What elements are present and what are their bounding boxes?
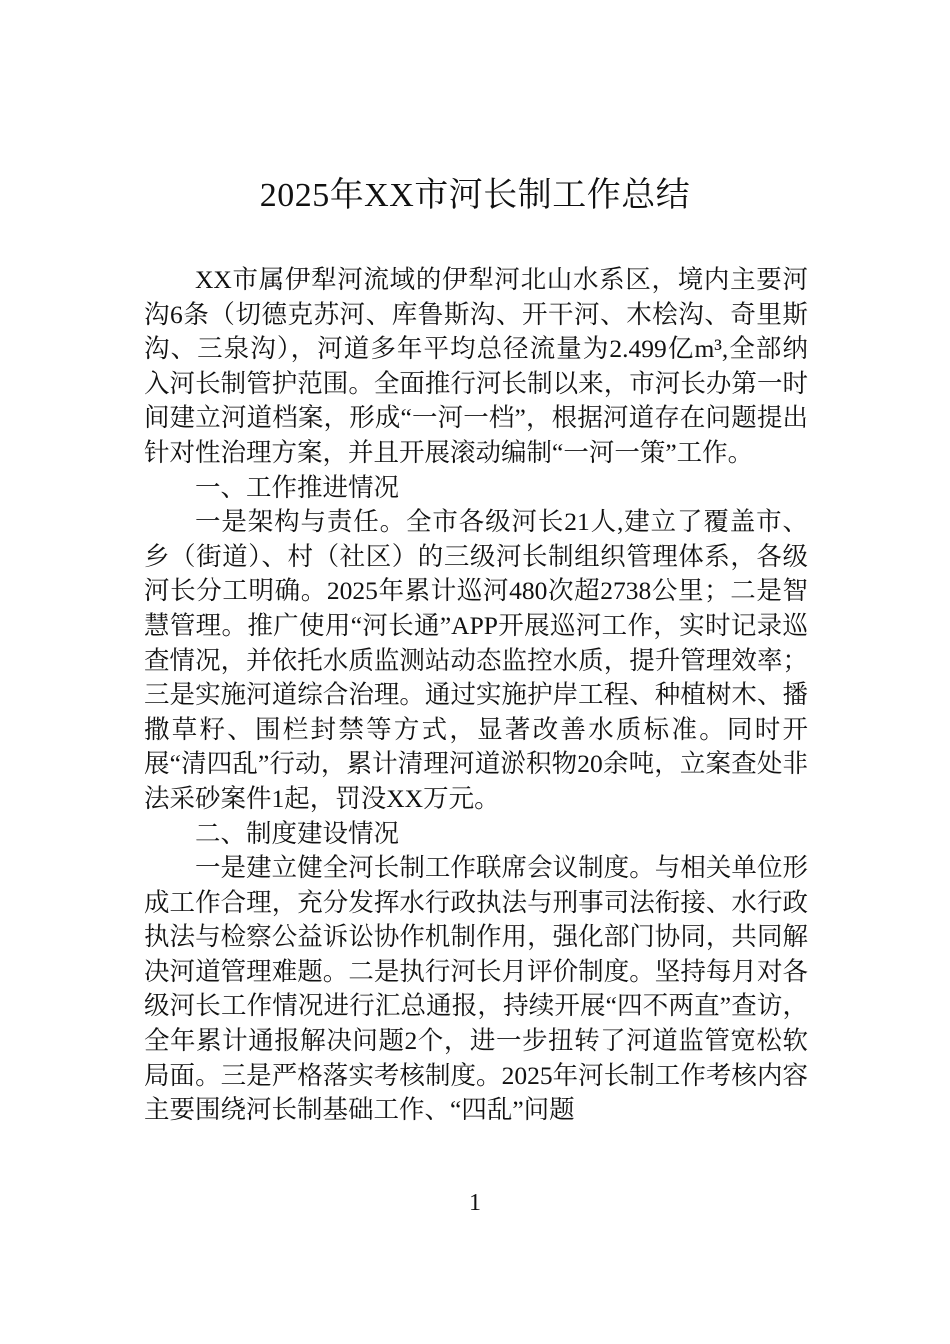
document-body — [144, 263, 808, 1128]
section-heading-system-building: 二、制度建设情况 — [195, 818, 400, 848]
page-number: 1 — [469, 1190, 481, 1216]
paragraph-system-building: 一是建立健全河长制工作联席会议制度。与相关单位形成工作合理，充分发挥水行政执法与刑事司法衔接、水行政执法与检察公益诉讼协作机制作用，强化部门协同，共同解决河道管理难题。二是执行河长月评价制度。坚持每月对各级河长工作情况进行汇总通报，持续开展“四不两直”查访，全年累计通报解决问题2个，进一步扭转了河道监管宽松软局面。三是严格落实考核制度。2025年河长制工作考核内容主要围绕河长制基础工作、“四乱”问题 — [144, 853, 808, 1125]
paragraph-intro: XX市属伊犁河流域的伊犁河北山水系区，境内主要河沟6条（切德克苏河、库鲁斯沟、开干河、木桧沟、奇里斯沟、三泉沟），河道多年平均总径流量为2.499亿m³,全部纳入河长制管护范围。全面推行河长制以来，市河长办第一时间建立河道档案，形成“一河一档”，根据河道存在问题提出针对性治理方案，并且开展滚动编制“一河一策”工作。 — [144, 265, 808, 467]
document-title: 2025年XX市河长制工作总结 — [259, 177, 691, 214]
section-heading-work-progress: 一、工作推进情况 — [195, 472, 400, 502]
paragraph-work-progress: 一是架构与责任。全市各级河长21人,建立了覆盖市、乡（街道）、村（社区）的三级河长制组织管理体系，各级河长分工明确。2025年累计巡河480次超2738公里；二是智慧管理。推广使用“河长通”APP开展巡河工作，实时记录巡查情况，并依托水质监测站动态监控水质，提升管理效率；三是实施河道综合治理。通过实施护岸工程、种植树木、播撒草籽、围栏封禁等方式，显著改善水质标准。同时开展“清四乱”行动，累计清理河道淤积物20余吨，立案查处非法采砂案件1起，罚没XX万元。 — [144, 507, 808, 813]
